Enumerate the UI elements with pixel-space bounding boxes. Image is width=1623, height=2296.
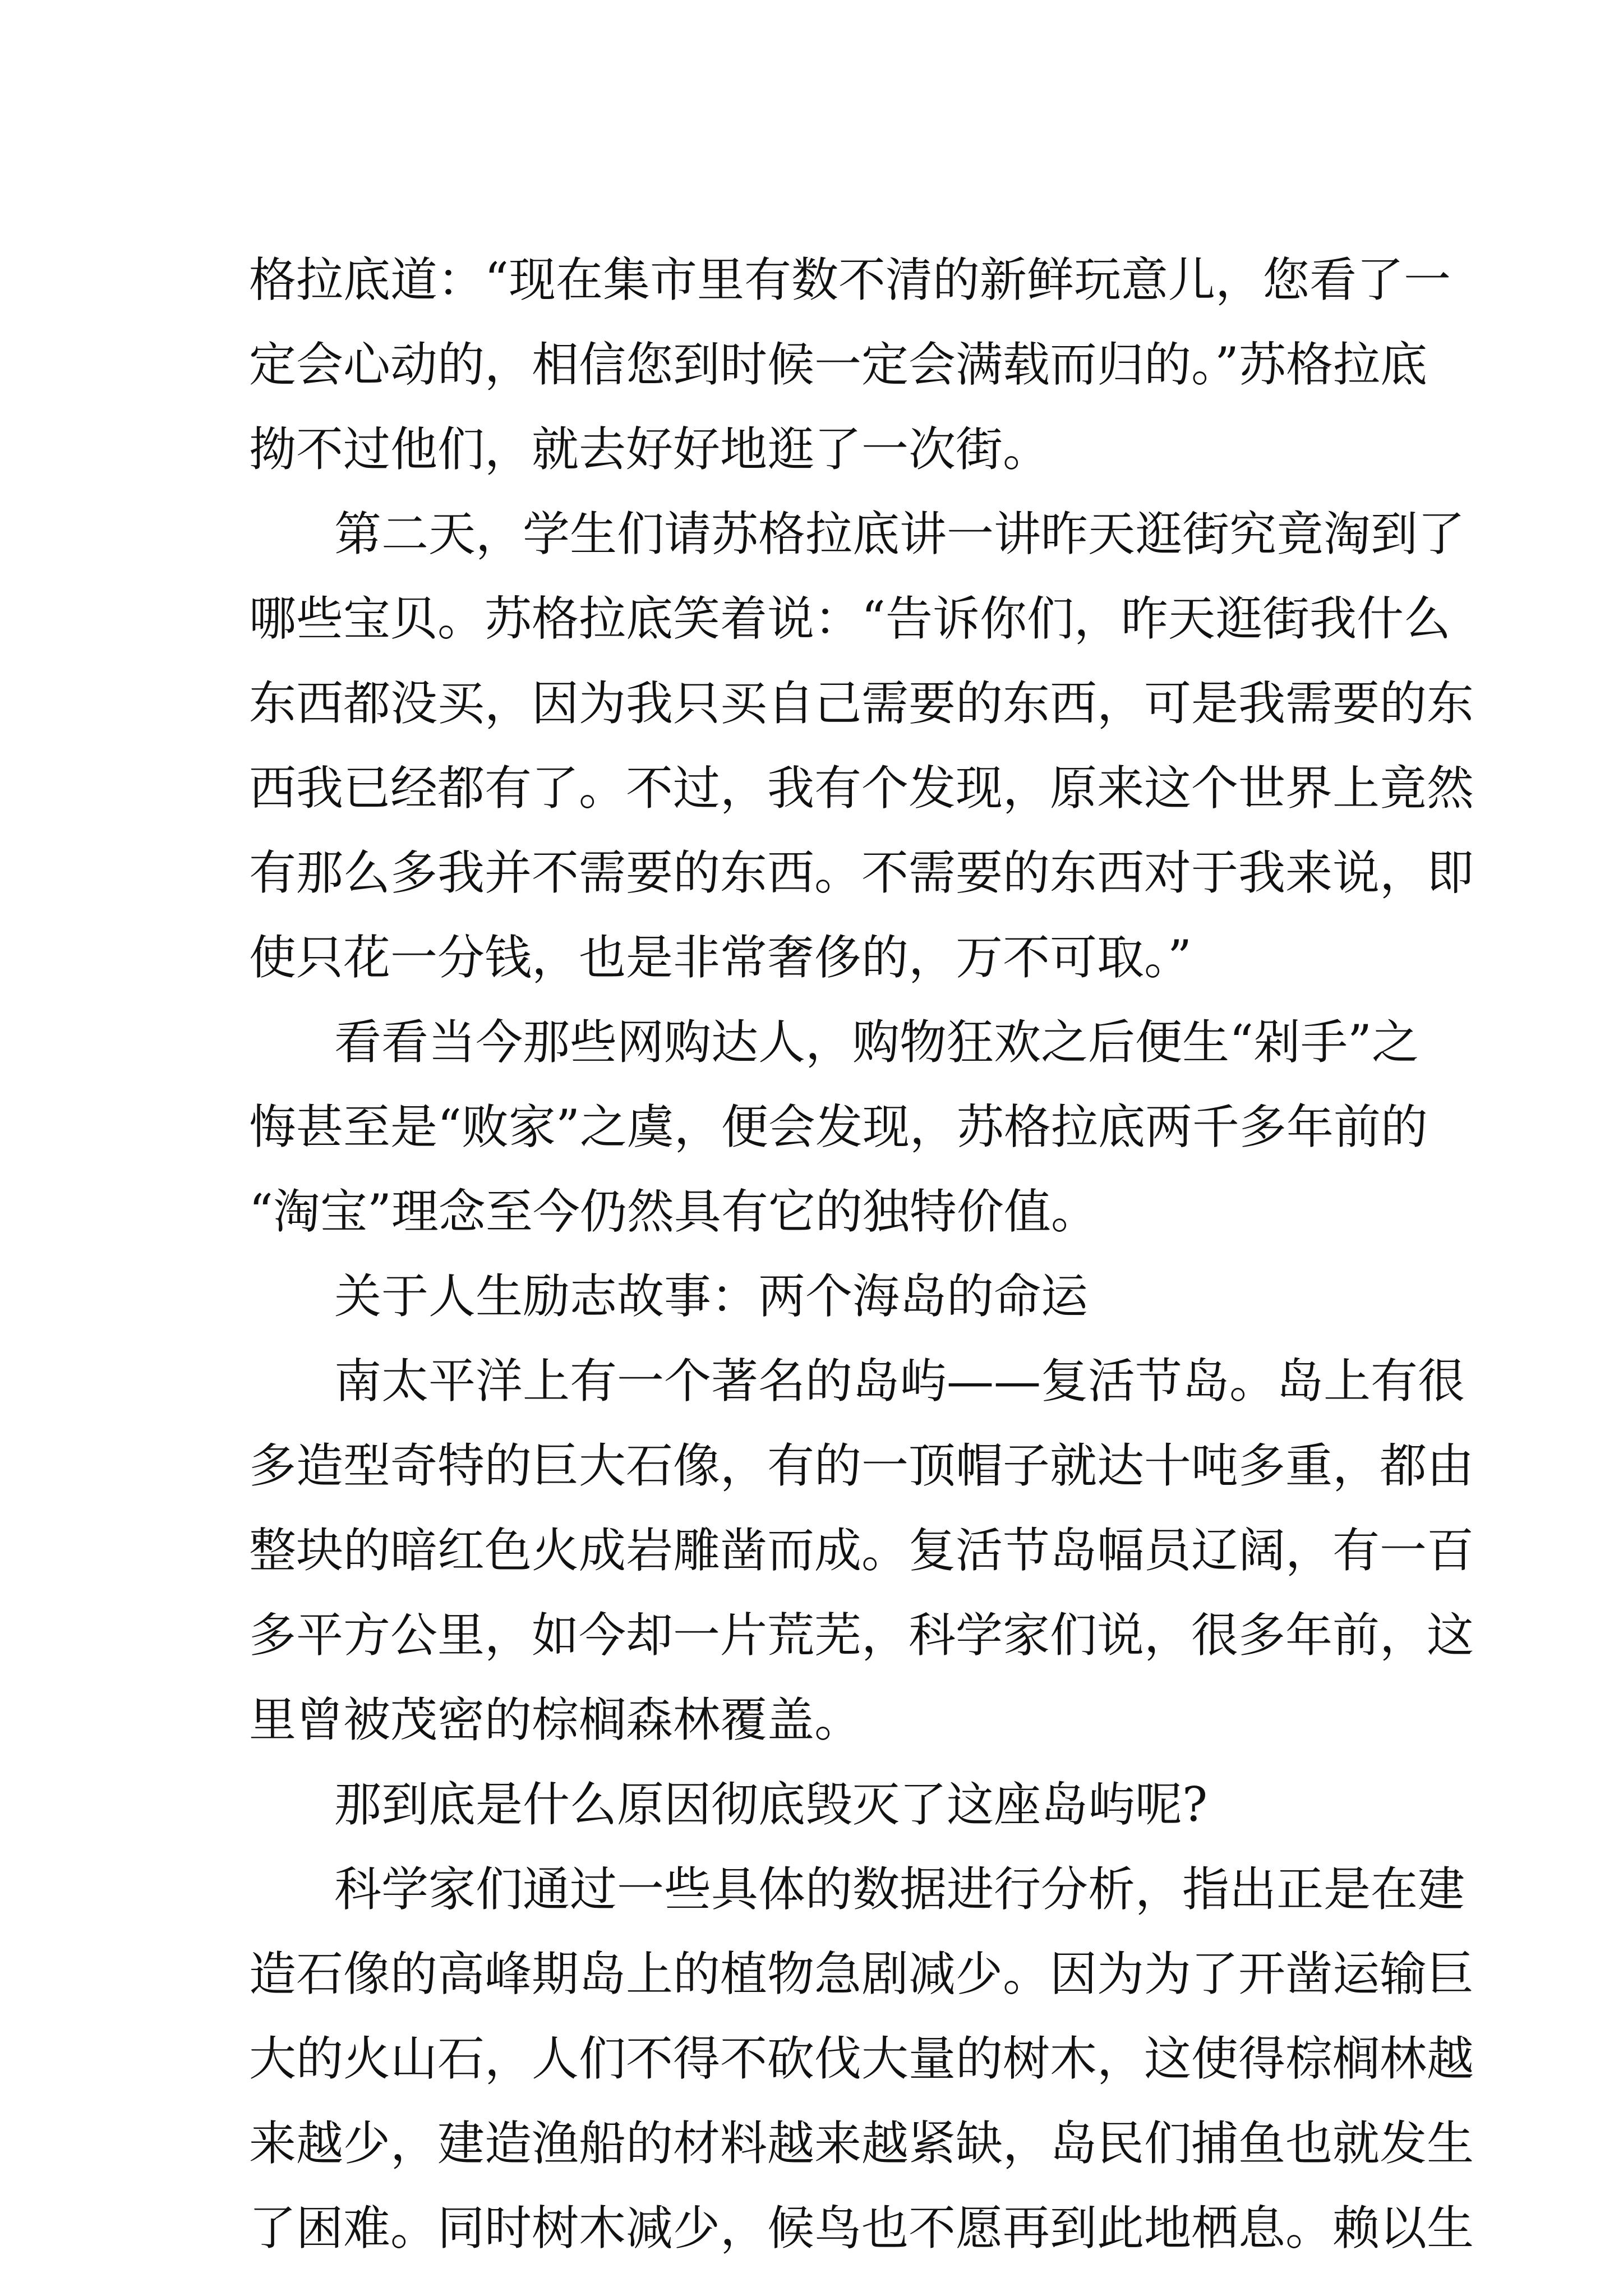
paragraph-line: 大的火山石，人们不得不砍伐大量的树木，这使得棕榈林越 [249, 2031, 1474, 2086]
paragraph-line: 多造型奇特的巨大石像，有的一顶帽子就达十吨多重，都由 [249, 1438, 1474, 1493]
paragraph-line: 科学家们通过一些具体的数据进行分析，指出正是在建 [334, 1862, 1465, 1917]
paragraph-line: 南太平洋上有一个著名的岛屿——复活节岛。岛上有很 [334, 1354, 1465, 1409]
paragraph-line: 东西都没买，因为我只买自己需要的东西，可是我需要的东 [249, 676, 1474, 731]
section-heading: 关于人生励志故事：两个海岛的命运 [334, 1269, 1089, 1324]
paragraph-line: 悔甚至是“败家”之虞，便会发现，苏格拉底两千多年前的 [249, 1099, 1428, 1154]
paragraph-line: 整块的暗红色火成岩雕凿而成。复活节岛幅员辽阔，有一百 [249, 1523, 1474, 1578]
paragraph-line: 多平方公里，如今却一片荒芜，科学家们说，很多年前，这 [249, 1608, 1474, 1663]
paragraph-line: 第二天，学生们请苏格拉底讲一讲昨天逛街究竟淘到了 [334, 507, 1465, 562]
paragraph-line: 里曾被茂密的棕榈森林覆盖。 [249, 1692, 862, 1747]
paragraph-line: 了困难。同时树木减少，候鸟也不愿再到此地栖息。赖以生 [249, 2201, 1474, 2256]
paragraph-line: 造石像的高峰期岛上的植物急剧减少。因为为了开凿运输巨 [249, 1947, 1474, 2001]
paragraph-line: 来越少，建造渔船的材料越来越紧缺，岛民们捕鱼也就发生 [249, 2116, 1474, 2171]
paragraph-line: 那到底是什么原因彻底毁灭了这座岛屿呢? [334, 1777, 1208, 1832]
paragraph-line: 西我已经都有了。不过，我有个发现，原来这个世界上竟然 [249, 761, 1474, 816]
paragraph-line: “淘宝”理念至今仍然具有它的独特价值。 [249, 1184, 1098, 1239]
paragraph-line: 看看当今那些网购达人，购物狂欢之后便生“剁手”之 [334, 1015, 1419, 1070]
paragraph-line: 拗不过他们，就去好好地逛了一次街。 [249, 422, 1050, 477]
paragraph-line: 使只花一分钱，也是非常奢侈的，万不可取。” [249, 930, 1192, 985]
paragraph-line: 定会心动的，相信您到时候一定会满载而归的。”苏格拉底 [249, 337, 1427, 392]
paragraph-line: 有那么多我并不需要的东西。不需要的东西对于我来说，即 [249, 845, 1474, 900]
paragraph-line: 格拉底道：“现在集市里有数不清的新鲜玩意儿，您看了一 [249, 252, 1451, 307]
paragraph-line: 哪些宝贝。苏格拉底笑着说：“告诉你们，昨天逛街我什么 [249, 591, 1451, 646]
